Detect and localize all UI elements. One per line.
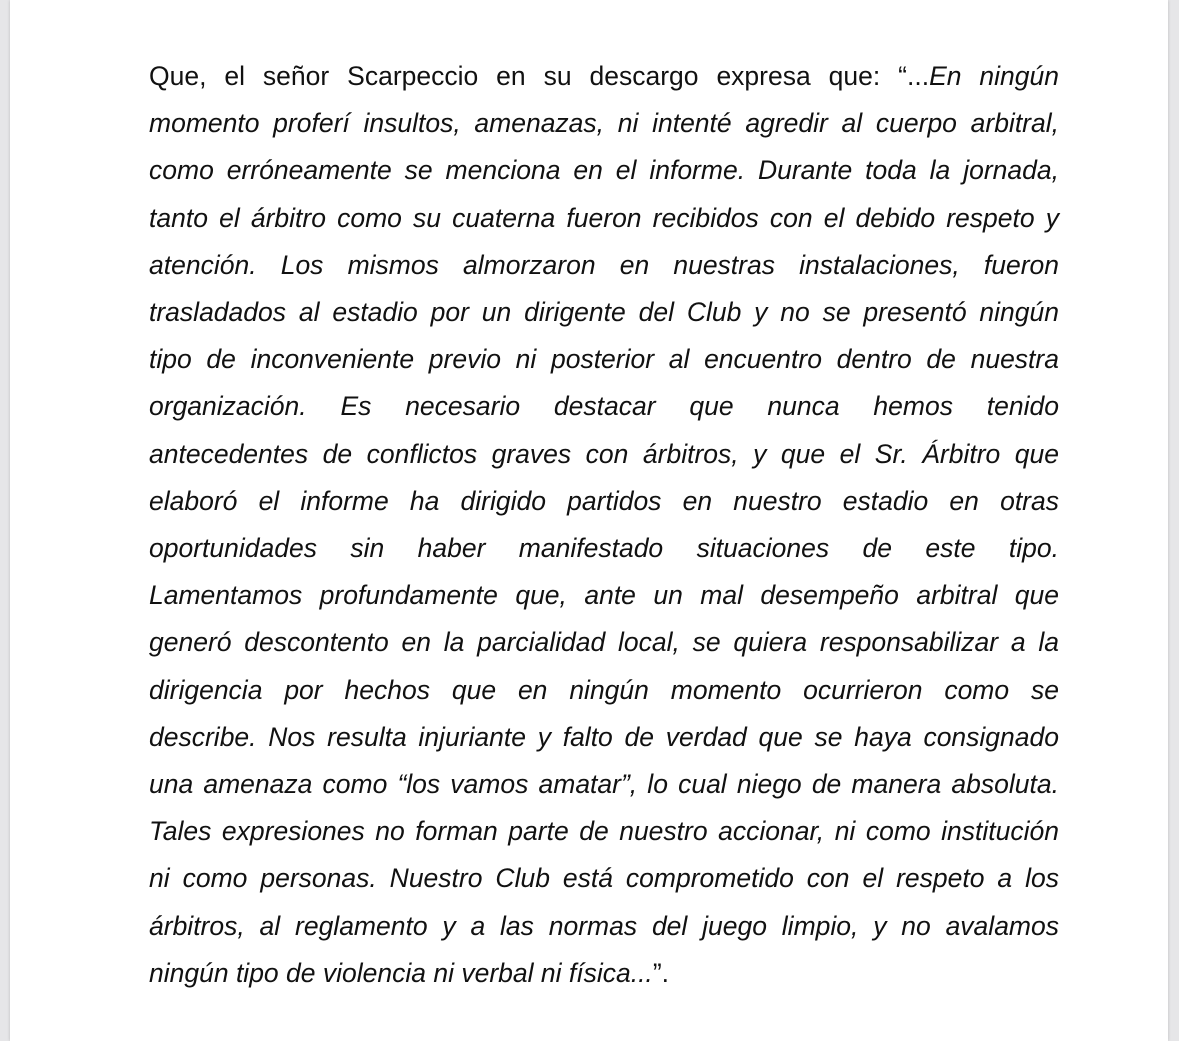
quoted-paragraph xyxy=(149,53,1059,997)
quote-line: elaboró el informe ha dirigido partidos en nuestro estadio en otras xyxy=(149,485,1059,516)
quote-line: generó descontento en la parcialidad local, se quiera responsabilizar a la xyxy=(149,627,1059,658)
quote-line: como erróneamente se menciona en el informe. Durante toda la jornada, xyxy=(149,155,1059,186)
quote-line: antecedentes de conflictos graves con árbitros, y que el Sr. Árbitro que xyxy=(149,438,1059,469)
document-page xyxy=(10,0,1168,1041)
quote-line: dirigencia por hechos que en ningún momento ocurrieron como se xyxy=(149,674,1059,705)
quote-line: árbitros, al reglamento y a las normas del juego limpio, y no avalamos xyxy=(149,910,1059,941)
quote-line: organización. Es necesario destacar que nunca hemos tenido xyxy=(149,391,1059,422)
quote-line: En ningún xyxy=(929,61,1059,91)
closing-quote: ”. xyxy=(652,957,669,988)
quote-line: ningún tipo de violencia ni verbal ni física... xyxy=(149,957,653,988)
quote-line: atención. Los mismos almorzaron en nuestras instalaciones, fueron xyxy=(149,249,1059,280)
quote-line: trasladados al estadio por un dirigente del Club y no se presentó ningún xyxy=(149,297,1059,328)
quote-line: momento proferí insultos, amenazas, ni intenté agredir al cuerpo arbitral, xyxy=(149,108,1059,139)
quote-line: tipo de inconveniente previo ni posterior al encuentro dentro de nuestra xyxy=(149,344,1059,375)
quote-line: Tales expresiones no forman parte de nuestro accionar, ni como institución xyxy=(149,816,1059,847)
intro-text: Que, el señor Scarpeccio en su descargo expresa que: “... xyxy=(149,61,930,91)
quote-line: describe. Nos resulta injuriante y falto de verdad que se haya consignado xyxy=(149,721,1059,752)
quote-line: oportunidades sin haber manifestado situaciones de este tipo. xyxy=(149,533,1059,564)
quote-line: ni como personas. Nuestro Club está comprometido con el respeto a los xyxy=(149,863,1059,894)
quote-line: Lamentamos profundamente que, ante un mal desempeño arbitral que xyxy=(149,580,1059,611)
quote-line: tanto el árbitro como su cuaterna fueron recibidos con el debido respeto y xyxy=(149,202,1059,233)
quote-line: una amenaza como “los vamos amatar”, lo cual niego de manera absoluta. xyxy=(149,769,1059,800)
paragraph-last-line xyxy=(149,950,1059,997)
paragraph-line-1 xyxy=(149,53,1059,100)
